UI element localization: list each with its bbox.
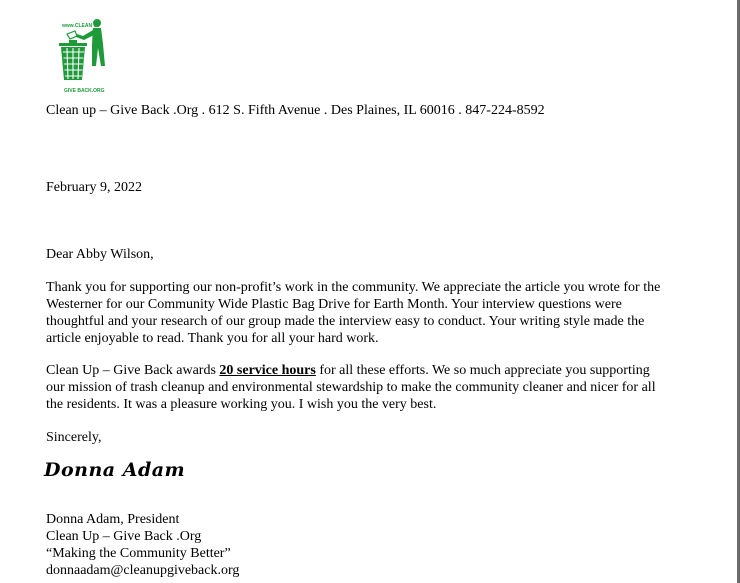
- logo-bottom-text: GIVE BACK.ORG: [64, 88, 105, 94]
- body-paragraph-1: [46, 279, 696, 347]
- paragraph-line: article enjoyable to read. Thank you for all your hard work.: [46, 331, 379, 346]
- body-paragraph-2: [46, 362, 696, 413]
- closing: Sincerely,: [46, 430, 102, 445]
- logo-top-text: www.CLEAN UP: [62, 23, 101, 29]
- paragraph-line: the residents. It was a pleasure working you. I wish you the very best.: [46, 397, 437, 412]
- salutation: Dear Abby Wilson,: [46, 247, 154, 262]
- service-hours-highlight: 20 service hours: [219, 363, 316, 378]
- paragraph-line: our mission of trash cleanup and environmental stewardship to make the community cleaner and nicer for all: [46, 380, 656, 395]
- signer-email: donnaadam@cleanupgiveback.org: [46, 563, 240, 578]
- paragraph-line: [46, 362, 696, 379]
- award-text-after: for all these efforts. We so much appreciate you supporting: [315, 363, 650, 378]
- organization-motto: “Making the Community Better”: [46, 546, 231, 561]
- handwritten-signature: Donna Adam: [44, 459, 186, 481]
- paragraph-line: thoughtful and your research of our group made the interview easy to conduct. Your writing style made the: [46, 314, 645, 329]
- signer-name-title: Donna Adam, President: [46, 512, 180, 527]
- paragraph-line: Thank you for supporting our non-profit’s work in the community. We appreciate the article you wrote for the: [46, 280, 661, 295]
- organization-logo: [55, 14, 113, 94]
- letter-date: February 9, 2022: [46, 180, 143, 195]
- letterhead-address: Clean up – Give Back .Org . 612 S. Fifth Avenue . Des Plaines, IL 60016 . 847-224-8592: [46, 103, 545, 118]
- signature-block: [46, 511, 239, 579]
- paragraph-line: Westerner for our Community Wide Plastic Bag Drive for Earth Month. Your interview questions were: [46, 297, 622, 312]
- signer-organization: Clean Up – Give Back .Org: [46, 529, 202, 544]
- award-text-before: Clean Up – Give Back awards: [46, 363, 220, 378]
